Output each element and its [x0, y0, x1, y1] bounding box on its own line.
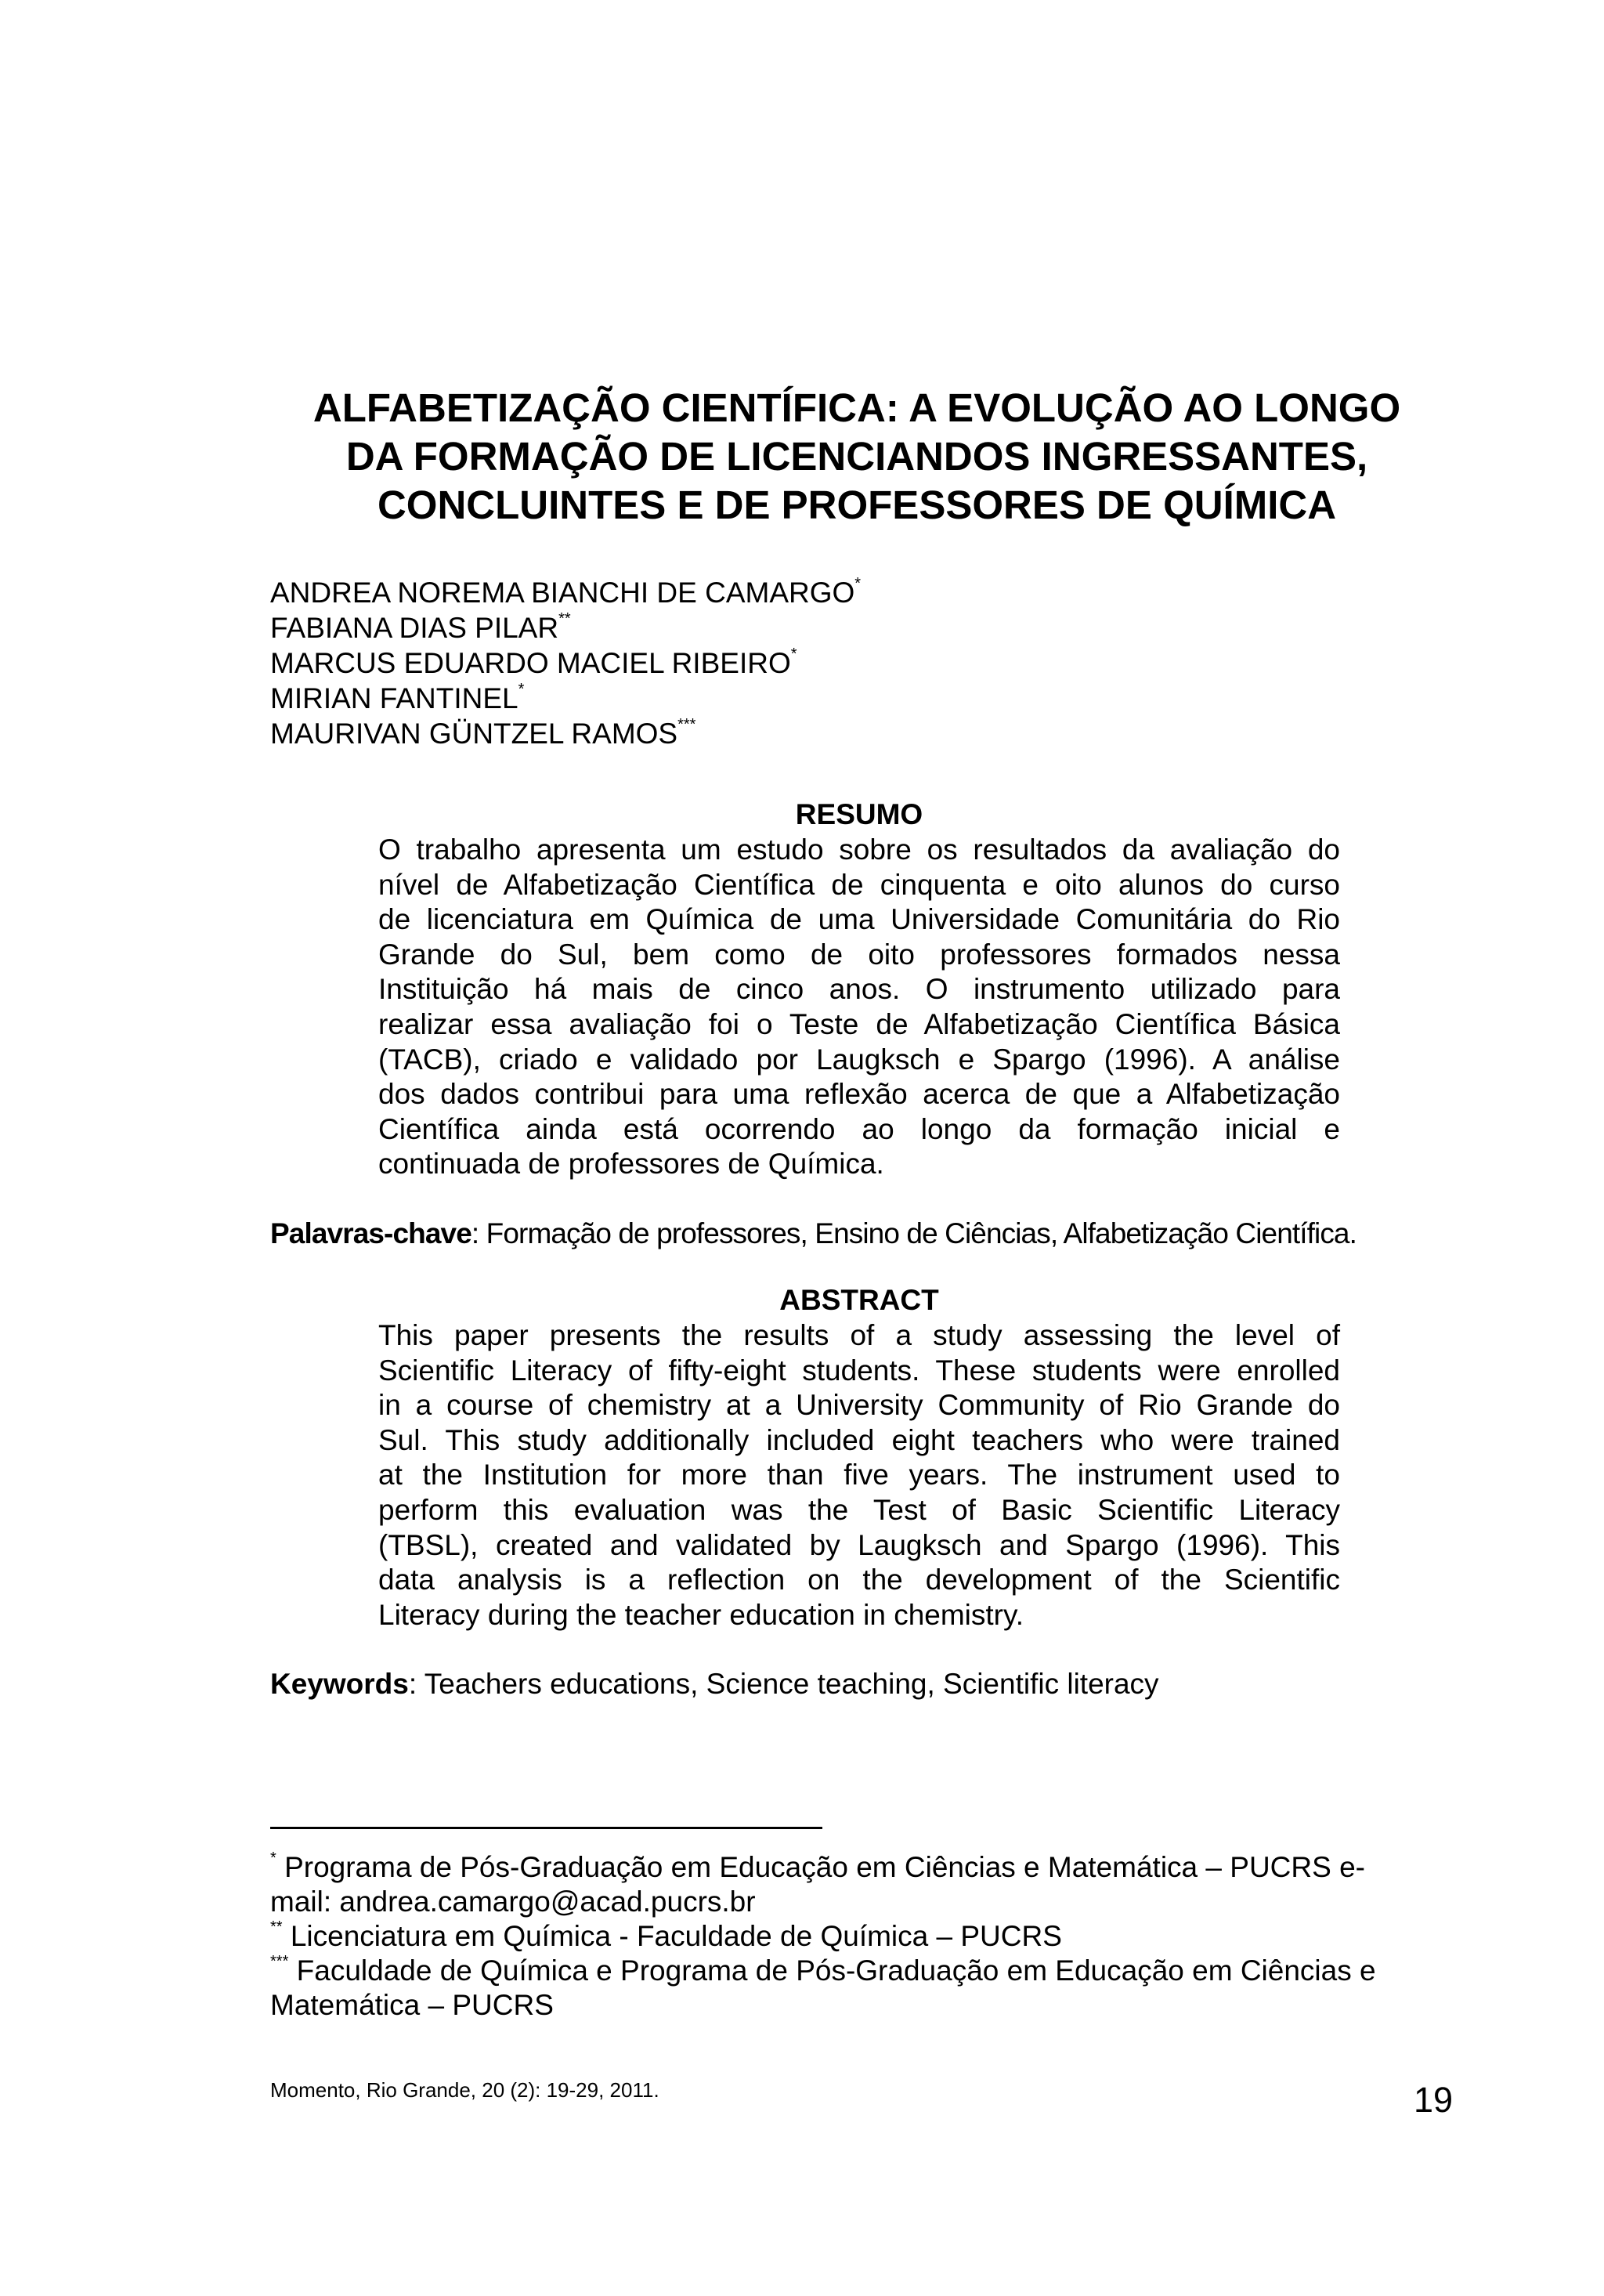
footnote-separator	[270, 1827, 822, 1829]
abstract-line: at the Institution for more than five years. The instrument used to	[378, 1459, 1340, 1491]
author-affiliation-mark: *	[854, 575, 862, 592]
resumo-line: O trabalho apresenta um estudo sobre os resultados da avaliação do	[378, 833, 1340, 866]
abstract-line: (TBSL), created and validated by Laugksch and Spargo (1996). This	[378, 1528, 1340, 1561]
abstract-heading: ABSTRACT	[779, 1284, 939, 1316]
resumo-line: nível de Alfabetização Científica de cinquenta e oito alunos do curso	[378, 868, 1340, 901]
palavras-chave-label: Palavras-chave	[270, 1217, 471, 1249]
resumo-line: Científica ainda está ocorrendo ao longo da formação inicial e	[378, 1112, 1340, 1145]
abstract-line: data analysis is a reflection on the development of the Scientific	[378, 1564, 1340, 1596]
author-name: ANDREA NOREMA BIANCHI DE CAMARGO	[270, 577, 855, 609]
resumo-line: dos dados contribui para uma reflexão acerca de que a Alfabetização	[378, 1078, 1340, 1111]
page-number: 19	[1413, 2080, 1453, 2120]
author-name: MAURIVAN GÜNTZEL RAMOS	[270, 718, 678, 750]
footnote	[270, 1850, 1445, 1919]
author-entry	[270, 716, 1288, 751]
author-entry	[270, 681, 1288, 716]
resumo-line: Instituição há mais de cinco anos. O instrumento utilizado para	[378, 973, 1340, 1006]
author-entry	[270, 575, 1288, 610]
title-line: DA FORMAÇÃO DE LICENCIANDOS INGRESSANTES,	[345, 434, 1368, 479]
abstract-line: This paper presents the results of a study assessing the level of	[378, 1319, 1340, 1351]
footnote	[270, 1954, 1445, 2023]
palavras-chave	[270, 1217, 1523, 1251]
abstract-line: Sul. This study additionally included eight teachers who were trained	[378, 1423, 1340, 1456]
palavras-chave-text: : Formação de professores, Ensino de Ciências, Alfabetização Científica.	[471, 1217, 1357, 1249]
footnotes	[270, 1850, 1445, 2023]
abstract-line: in a course of chemistry at a University Community of Rio Grande do	[378, 1389, 1340, 1422]
author-entry	[270, 645, 1288, 681]
resumo-line: (TACB), criado e validado por Laugksch e Spargo (1996). A análise	[378, 1043, 1340, 1076]
keywords-label: Keywords	[270, 1668, 409, 1700]
resumo-body	[378, 833, 1340, 1182]
resumo-line: Grande do Sul, bem como de oito professores formados nessa	[378, 938, 1340, 971]
footnote-text: Matemática – PUCRS	[270, 1989, 554, 2021]
resumo-heading: RESUMO	[795, 798, 923, 830]
author-affiliation-mark: **	[558, 610, 571, 627]
footnote-mark: *	[270, 1849, 276, 1867]
keywords	[270, 1667, 1523, 1701]
keywords-text: : Teachers educations, Science teaching, Scientific literacy	[408, 1668, 1159, 1700]
author-affiliation-mark: ***	[677, 716, 696, 733]
footnote-text: Faculdade de Química e Programa de Pós-Graduação em Educação em Ciências e	[288, 1954, 1376, 1987]
resumo-line: realizar essa avaliação foi o Teste de Alfabetização Científica Básica	[378, 1007, 1340, 1040]
footnote-text: mail: andrea.camargo@acad.pucrs.br	[270, 1886, 756, 1918]
author-affiliation-mark: *	[518, 681, 525, 698]
author-name: MIRIAN FANTINEL	[270, 682, 518, 714]
abstract-line: perform this evaluation was the Test of Basic Scientific Literacy	[378, 1493, 1340, 1526]
footnote-text: Licenciatura em Química - Faculdade de Química – PUCRS	[282, 1920, 1062, 1952]
footnote	[270, 1919, 1445, 1954]
author-name: MARCUS EDUARDO MACIEL RIBEIRO	[270, 647, 791, 679]
footnote-text: Programa de Pós-Graduação em Educação em Ciências e Matemática – PUCRS e-	[276, 1851, 1365, 1883]
abstract-body	[378, 1318, 1340, 1633]
author-entry	[270, 610, 1288, 645]
author-affiliation-mark: *	[790, 645, 797, 663]
resumo-line: de licenciatura em Química de uma Universidade Comunitária do Rio	[378, 903, 1340, 936]
abstract-line: Scientific Literacy of fifty-eight students. These students were enrolled	[378, 1354, 1340, 1387]
title-line: ALFABETIZAÇÃO CIENTÍFICA: A EVOLUÇÃO AO LONGO	[312, 385, 1401, 430]
footnote-mark: **	[270, 1918, 283, 1936]
author-list	[270, 575, 1288, 751]
author-name: FABIANA DIAS PILAR	[270, 612, 559, 644]
resumo-line: continuada de professores de Química.	[378, 1148, 884, 1181]
abstract-line: Literacy during the teacher education in chemistry.	[378, 1598, 1024, 1631]
journal-citation-footer: Momento, Rio Grande, 20 (2): 19-29, 2011.	[270, 2078, 659, 2102]
footnote-mark: ***	[270, 1953, 289, 1970]
paper-title	[266, 384, 1447, 530]
title-line: CONCLUINTES E DE PROFESSORES DE QUÍMICA	[377, 483, 1337, 527]
